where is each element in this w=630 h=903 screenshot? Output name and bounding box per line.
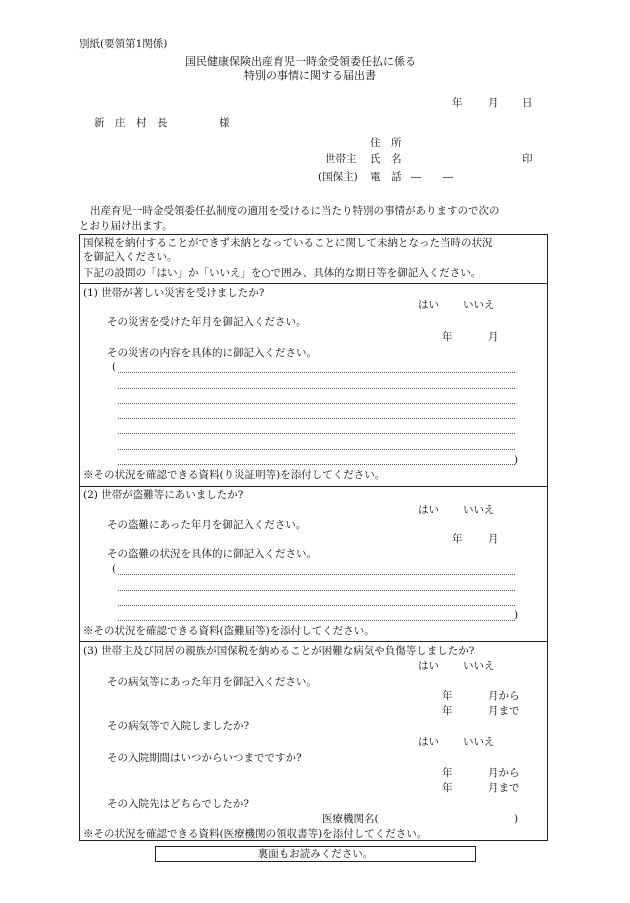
- q1-line[interactable]: [118, 433, 515, 434]
- q2-line[interactable]: [118, 605, 515, 606]
- q3-period-prompt: その入院期間はいつからいつまでですか?: [107, 752, 302, 764]
- q1-line[interactable]: [118, 418, 515, 419]
- q2-question: (2) 世帯が盗難等にあいましたか?: [83, 489, 244, 501]
- seal-mark: 印: [522, 153, 533, 165]
- q3-hosp-to-month: 月まで: [488, 782, 520, 794]
- addressee-honorific: 様: [219, 117, 230, 129]
- q1-line[interactable]: [118, 403, 515, 404]
- phone-separators: ― ―: [411, 171, 453, 183]
- q1-line[interactable]: [118, 388, 515, 389]
- q3-hosp-from-year: 年: [442, 767, 453, 779]
- addressee-name: 新 庄 村 長: [94, 117, 168, 129]
- q3-hosp-yes-option[interactable]: はい: [418, 736, 439, 748]
- household-head-label: 世帯主: [325, 153, 357, 165]
- q3-question: (3) 世帯主及び同居の親族が国保税を納めることが困難な病気や負傷等しましたか?: [83, 645, 475, 657]
- q1-no-option[interactable]: いいえ: [463, 299, 495, 311]
- q1-question: (1) 世帯が著しい災害を受けましたか?: [83, 287, 265, 299]
- q1-open-paren: (: [112, 361, 117, 373]
- q3-date-prompt: その病気等にあった年月を御記入ください。: [107, 676, 317, 688]
- name-label: 氏 名: [370, 153, 402, 165]
- q3-no-option[interactable]: いいえ: [463, 660, 495, 672]
- q2-close-paren: ): [514, 609, 519, 621]
- q3-hosp-no-option[interactable]: いいえ: [463, 736, 495, 748]
- q3-to-year: 年: [442, 705, 453, 717]
- q1-date-prompt: その災害を受けた年月を御記入ください。: [107, 316, 307, 328]
- insured-label: (国保主): [318, 171, 358, 183]
- q3-place-prompt: その入院先はどちらでしたか?: [107, 798, 250, 810]
- q2-date-prompt: その盗難にあった年月を御記入ください。: [107, 519, 307, 531]
- q2-yes-option[interactable]: はい: [418, 504, 439, 516]
- intro-line2: とおり届け出ます。: [79, 220, 173, 232]
- instructions-line2: を御記入ください。: [83, 251, 178, 263]
- form-title-line1: 国民健康保険出産育児一時金受領委任払に係る: [185, 55, 416, 68]
- q1-line[interactable]: [118, 372, 515, 373]
- instructions-line1: 国保税を納付することができず未納となっていることに関して未納となった当時の状況: [83, 237, 493, 249]
- q3-hosp-from-month: 月から: [488, 767, 520, 779]
- q1-year: 年: [442, 331, 453, 343]
- phone-label: 電 話: [370, 171, 402, 183]
- date-year: 年: [452, 97, 463, 109]
- attachment-label: 別紙(要領第1関係): [79, 38, 168, 50]
- section-disaster: [79, 283, 548, 487]
- q1-detail-prompt: その災害の内容を具体的に御記入ください。: [107, 347, 317, 359]
- q2-line[interactable]: [118, 590, 515, 591]
- q3-hosp-question: その病気等で入院しましたか?: [107, 720, 250, 732]
- address-label: 住 所: [370, 137, 402, 149]
- q3-from-year: 年: [442, 690, 453, 702]
- date-month: 月: [488, 97, 499, 109]
- q1-close-paren: ): [514, 454, 519, 466]
- form-title-line2: 特別の事情に関する届出書: [244, 69, 376, 82]
- q2-month: 月: [488, 533, 499, 545]
- q1-note: ※その状況を確認できる資料(り災証明等)を添付してください。: [83, 469, 386, 481]
- q2-year: 年: [452, 533, 463, 545]
- q1-line[interactable]: [118, 449, 515, 450]
- q3-note: ※その状況を確認できる資料(医療機関の領収書等)を添付してください。: [83, 828, 428, 840]
- q2-no-option[interactable]: いいえ: [463, 504, 495, 516]
- q1-yes-option[interactable]: はい: [418, 299, 439, 311]
- q2-note: ※その状況を確認できる資料(盗難届等)を添付してください。: [83, 625, 375, 637]
- q2-line[interactable]: [118, 620, 515, 621]
- q1-month: 月: [488, 331, 499, 343]
- q1-line[interactable]: [118, 464, 515, 465]
- q3-yes-option[interactable]: はい: [418, 660, 439, 672]
- reverse-side-note: 裏面もお読みください。: [155, 846, 476, 862]
- date-day: 日: [522, 97, 533, 109]
- instructions-line3: 下記の設問の「はい」か「いいえ」を○で囲み、具体的な期日等を御記入ください。: [83, 267, 482, 279]
- q2-line[interactable]: [118, 574, 515, 575]
- q3-from-month: 月から: [488, 690, 520, 702]
- q3-institution-close: ): [514, 813, 519, 825]
- q3-to-month: 月まで: [488, 705, 520, 717]
- q2-open-paren: (: [112, 563, 117, 575]
- q3-institution-label: 医療機関名(: [322, 813, 379, 825]
- intro-line1: 出産育児一時金受領委任払制度の適用を受けるに当たり特別の事情がありますので次の: [90, 205, 500, 217]
- q2-detail-prompt: その盗難の状況を具体的に御記入ください。: [107, 548, 317, 560]
- q3-hosp-to-year: 年: [442, 782, 453, 794]
